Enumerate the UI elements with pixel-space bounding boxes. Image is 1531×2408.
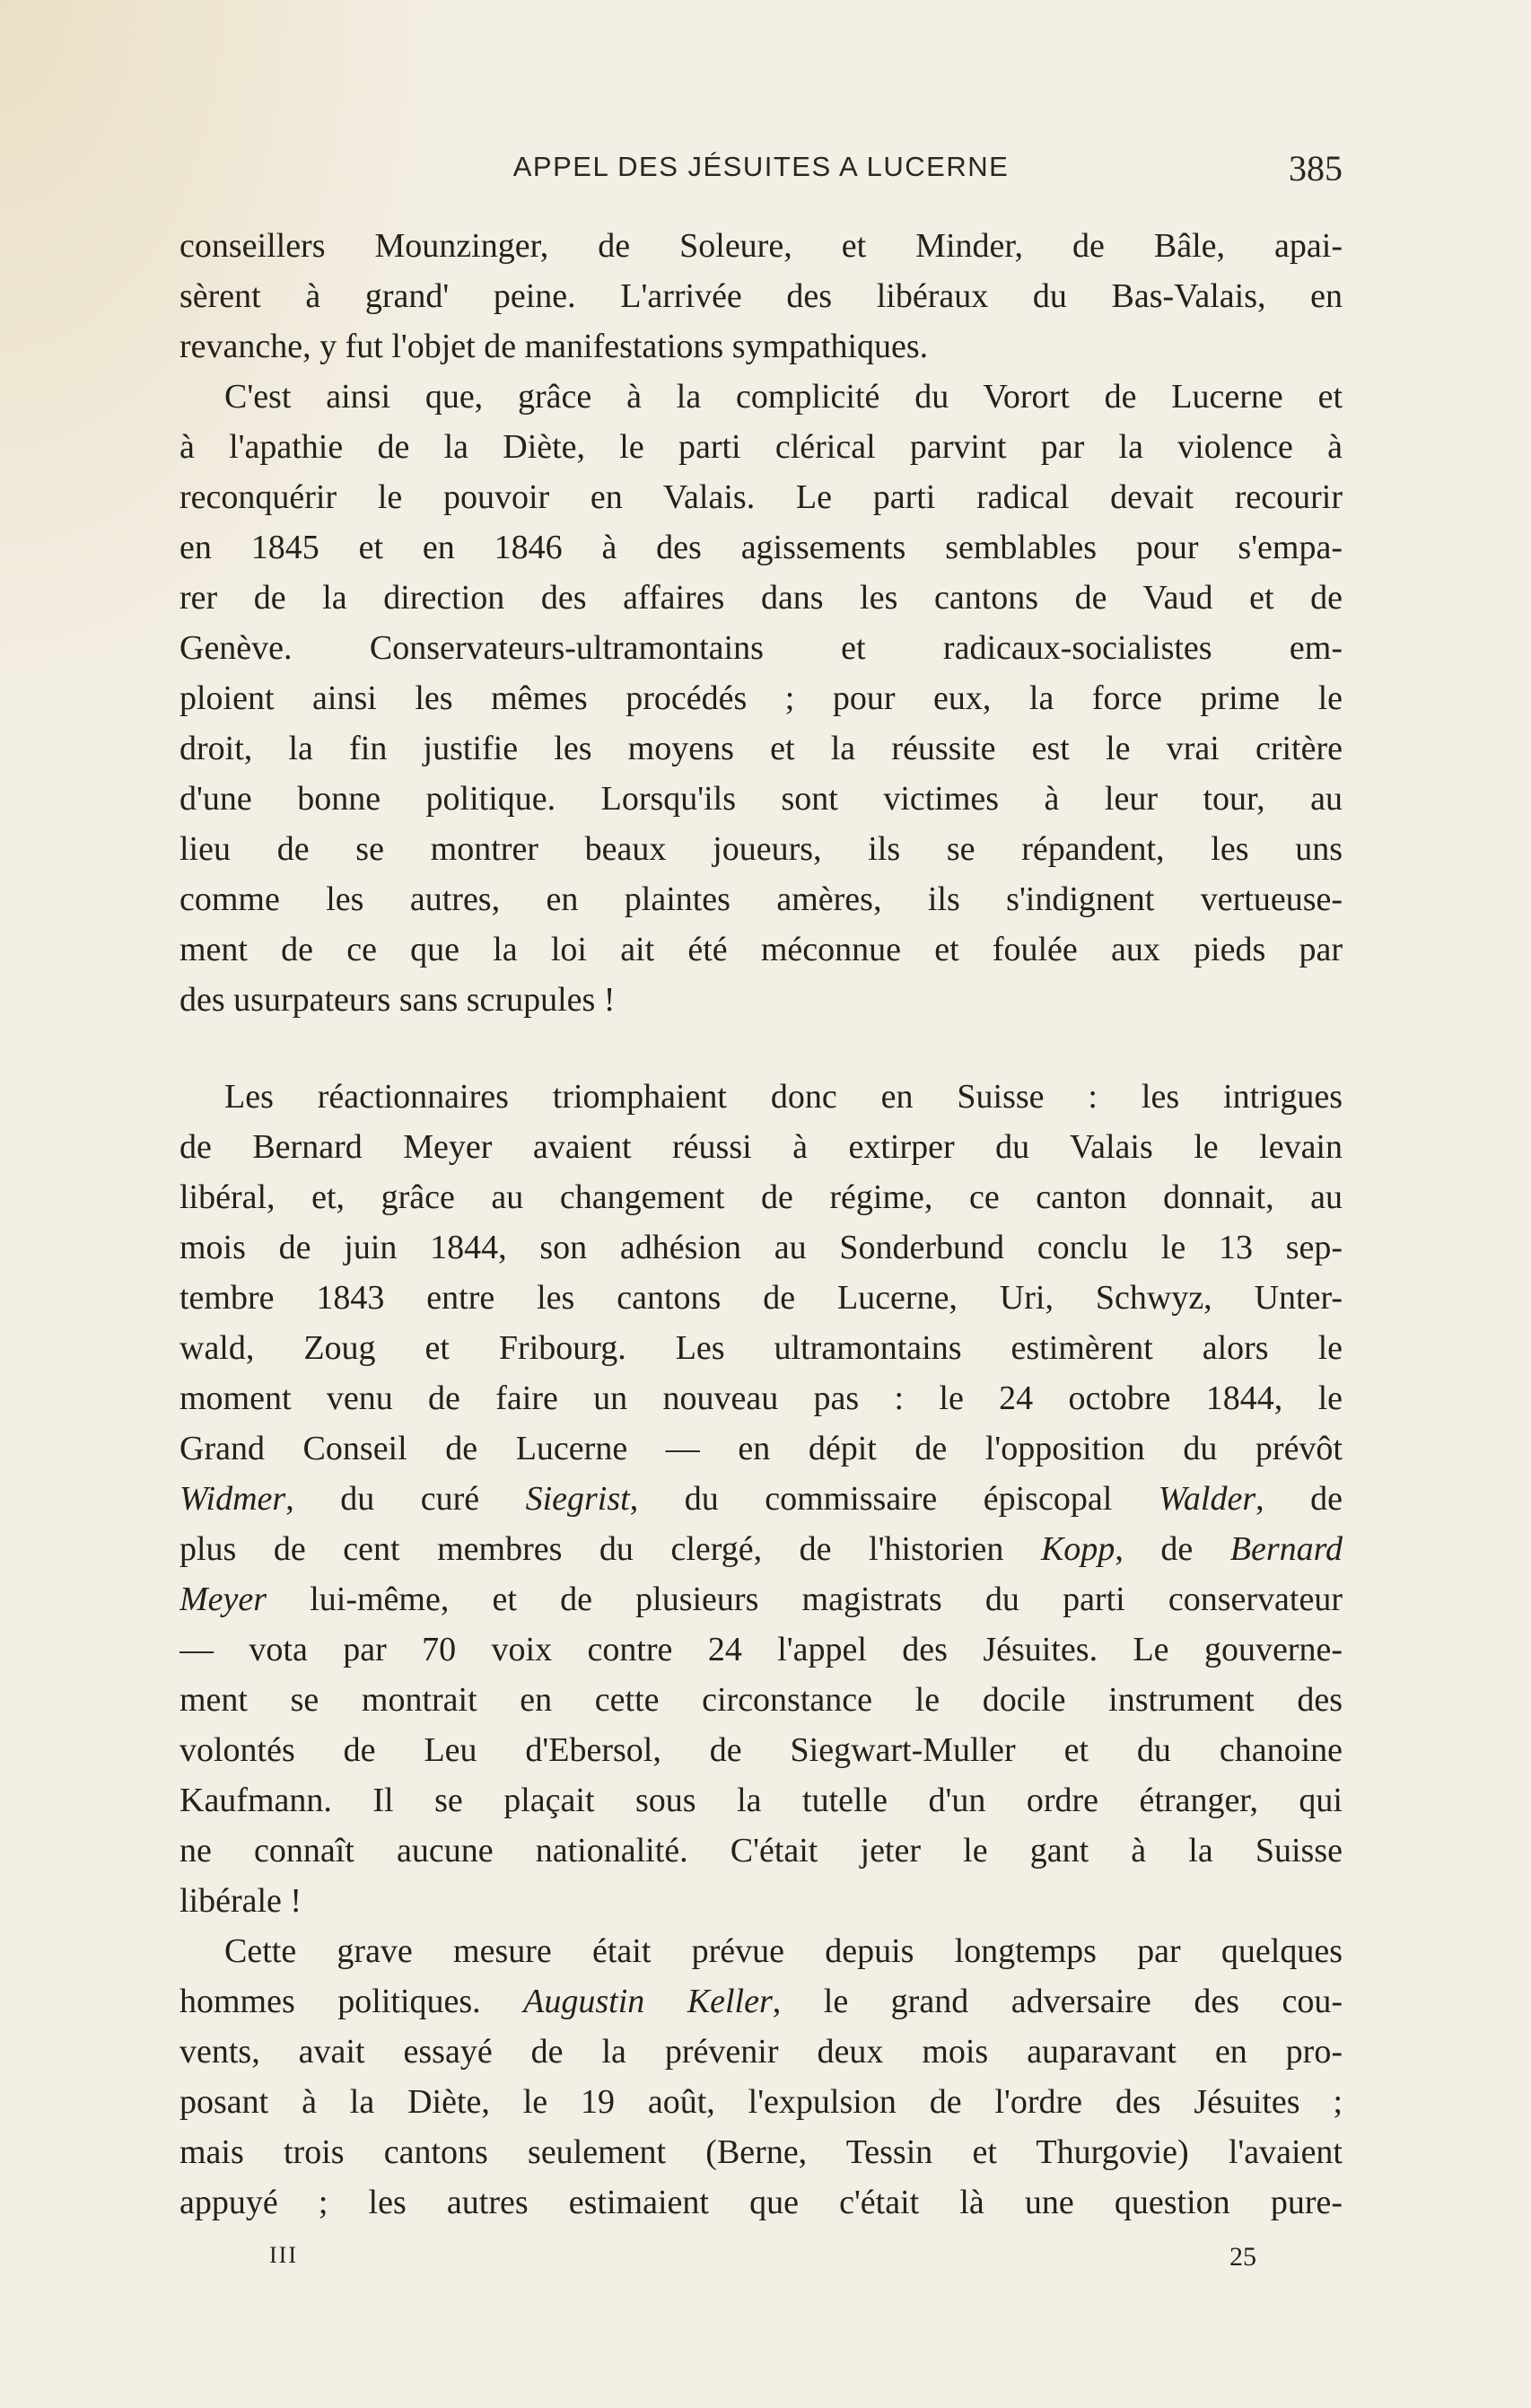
text-span: , du curé [285, 1480, 526, 1518]
text-line: Les réactionnaires triomphaient donc en Suisse : les intrigues [224, 1078, 1343, 1116]
text-line: appuyé ; les autres estimaient que c'était là une question pure- [179, 2184, 1343, 2221]
name-kopp: Kopp [1040, 1530, 1115, 1568]
text-span: lui-même, et de plusieurs magistrats du parti conservateur [267, 1581, 1343, 1618]
text-line: C'est ainsi que, grâce à la complicité du Vorort de Lucerne et [224, 378, 1343, 416]
name-walder: Walder [1158, 1480, 1256, 1518]
signature-mark: III [269, 2242, 298, 2268]
text-line: ne connaît aucune nationalité. C'était jeter le gant à la Suisse [179, 1832, 1343, 1869]
paragraph-4 [179, 1926, 1343, 2228]
text-span: , le grand adversaire des cou- [772, 1983, 1343, 2020]
text-line: des usurpateurs sans scrupules ! [179, 981, 616, 1019]
text-line: en 1845 et en 1846 à des agissements semblables pour s'empa- [179, 529, 1343, 566]
name-bernard: Bernard [1229, 1530, 1343, 1568]
text-line: droit, la fin justifie les moyens et la réussite est le vrai critère [179, 730, 1343, 767]
text-span: , de [1115, 1530, 1230, 1568]
paragraph-3 [179, 1072, 1343, 1926]
text-line: ploient ainsi les mêmes procédés ; pour eux, la force prime le [179, 679, 1343, 717]
text-line: ment se montrait en cette circonstance le docile instrument des [179, 1681, 1343, 1719]
text-line: Kaufmann. Il se plaçait sous la tutelle d'un ordre étranger, qui [179, 1782, 1343, 1819]
text-line: comme les autres, en plaintes amères, ils s'indignent vertueuse- [179, 880, 1343, 918]
page-footer [269, 2242, 1256, 2278]
text-span: , de [1255, 1480, 1343, 1518]
name-keller: Augustin Keller [523, 1983, 773, 2020]
text-line: revanche, y fut l'objet de manifestations sympathiques. [179, 328, 929, 365]
running-title: APPEL DES JÉSUITES A LUCERNE [512, 151, 1010, 182]
name-meyer: Meyer [179, 1581, 267, 1618]
name-siegrist: Siegrist [525, 1480, 630, 1518]
text-line: Cette grave mesure était prévue depuis longtemps par quelques [224, 1932, 1343, 1970]
text-line: moment venu de faire un nouveau pas : le 24 octobre 1844, le [179, 1379, 1343, 1417]
text-line: mais trois cantons seulement (Berne, Tessin et Thurgovie) l'avaient [179, 2133, 1343, 2171]
paragraph-2 [179, 372, 1343, 1025]
text-line: tembre 1843 entre les cantons de Lucerne, Uri, Schwyz, Unter- [179, 1279, 1343, 1317]
body-text [179, 221, 1343, 2228]
text-line: d'une bonne politique. Lorsqu'ils sont victimes à leur tour, au [179, 780, 1343, 818]
text-line: wald, Zoug et Fribourg. Les ultramontains estimèrent alors le [179, 1329, 1343, 1367]
text-span: , du commissaire épiscopal [629, 1480, 1159, 1518]
text-line: libérale ! [179, 1882, 302, 1920]
page-number: 385 [1289, 148, 1343, 188]
section-break [179, 1025, 1343, 1072]
text-line: lieu de se montrer beaux joueurs, ils se répandent, les uns [179, 830, 1343, 868]
text-line: libéral, et, grâce au changement de régime, ce canton donnait, au [179, 1178, 1343, 1216]
text-line: conseillers Mounzinger, de Soleure, et Minder, de Bâle, apai- [179, 227, 1343, 265]
text-line: de Bernard Meyer avaient réussi à extirper du Valais le levain [179, 1128, 1343, 1166]
text-line-names [179, 1574, 1343, 1624]
text-line: rer de la direction des affaires dans les cantons de Vaud et de [179, 579, 1343, 617]
text-span: hommes politiques. [179, 1983, 524, 2020]
text-line: posant à la Diète, le 19 août, l'expulsion de l'ordre des Jésuites ; [179, 2083, 1343, 2121]
text-line: à l'apathie de la Diète, le parti clérical parvint par la violence à [179, 428, 1343, 466]
text-line: ment de ce que la loi ait été méconnue et foulée aux pieds par [179, 931, 1343, 968]
text-line: reconquérir le pouvoir en Valais. Le parti radical devait recourir [179, 478, 1343, 516]
text-line-names [179, 1524, 1343, 1574]
text-line: Grand Conseil de Lucerne — en dépit de l'opposition du prévôt [179, 1430, 1343, 1467]
text-span: plus de cent membres du clergé, de l'historien [179, 1530, 1041, 1568]
text-line: vents, avait essayé de la prévenir deux mois auparavant en pro- [179, 2033, 1343, 2071]
text-line-names [179, 1474, 1343, 1524]
name-widmer: Widmer [179, 1480, 286, 1518]
text-line: — vota par 70 voix contre 24 l'appel des Jésuites. Le gouverne- [179, 1631, 1343, 1668]
paragraph-1 [179, 221, 1343, 372]
page-header [179, 147, 1343, 192]
text-line: volontés de Leu d'Ebersol, de Siegwart-Muller et du chanoine [179, 1731, 1343, 1769]
text-line: Genève. Conservateurs-ultramontains et radicaux-socialistes em- [179, 629, 1343, 667]
text-line: sèrent à grand' peine. L'arrivée des libéraux du Bas-Valais, en [179, 277, 1343, 315]
text-line-names [179, 1976, 1343, 2027]
text-line: mois de juin 1844, son adhésion au Sonderbund conclu le 13 sep- [179, 1229, 1343, 1266]
sheet-number: 25 [1229, 2242, 1256, 2272]
